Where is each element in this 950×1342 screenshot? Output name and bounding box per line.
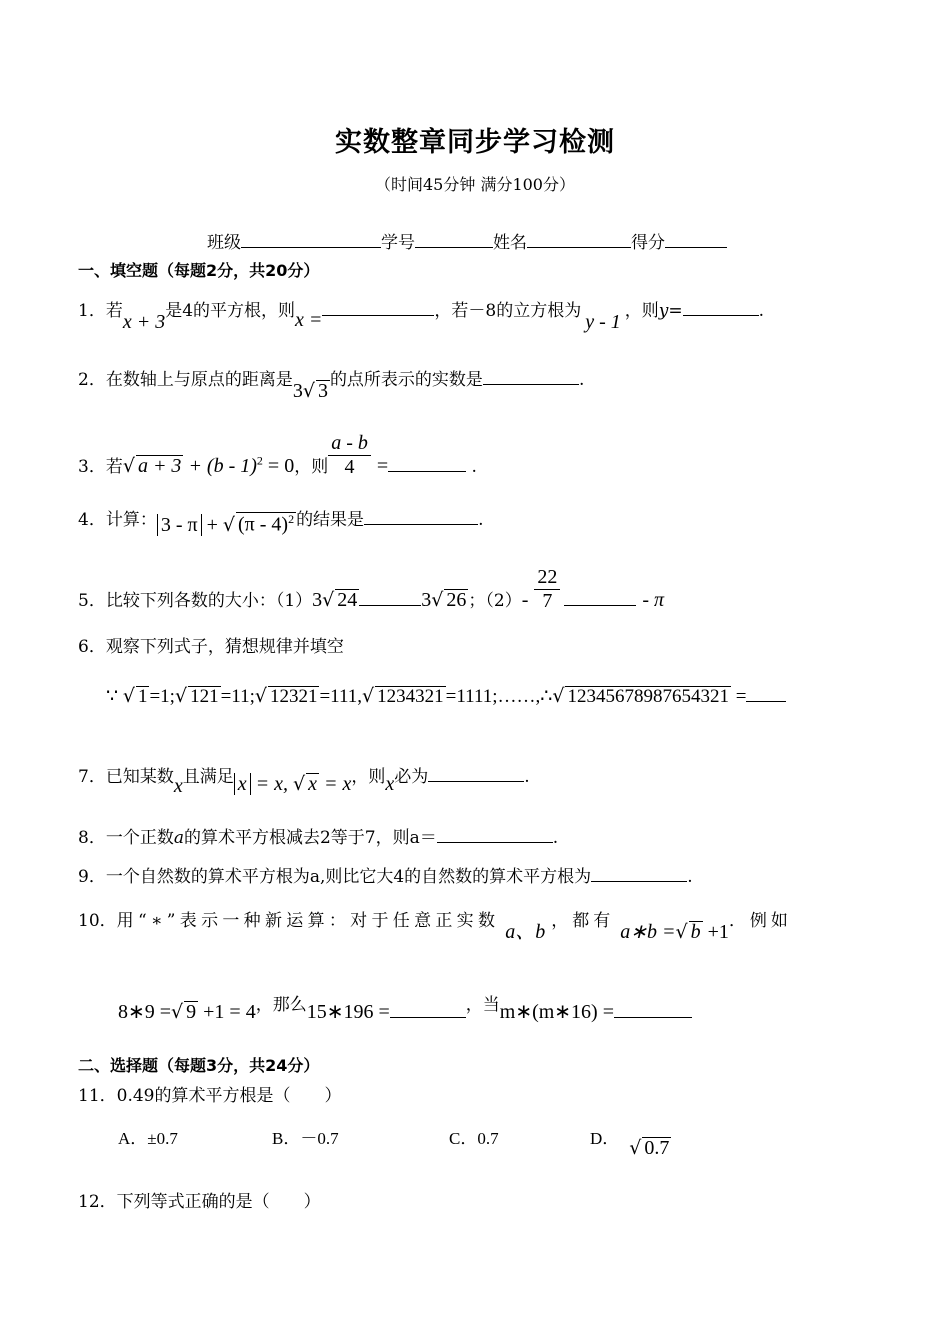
abs-x: x	[234, 773, 251, 795]
class-label: 班级	[207, 233, 241, 253]
question-5	[78, 566, 664, 613]
question-10-cont	[118, 990, 692, 1023]
value: =1;	[149, 686, 175, 707]
page-title: 实数整章同步学习检测	[335, 127, 615, 158]
question-1: 1．若x + 3是4的平方根，则x = ，若－8的立方根为 y - 1 ，则y= .	[78, 301, 765, 333]
question-10	[78, 903, 792, 943]
radicand: 12321	[269, 686, 318, 707]
var-a: a	[173, 828, 184, 848]
value: =	[735, 686, 747, 707]
q10-text-3: ．例如	[728, 911, 792, 931]
q8-blank[interactable]	[437, 826, 553, 843]
q6-pattern: ∵ √ 1 =1;√ 121 =11;√ 12321 =111,√ 1234321 =1111;……,∴√ 12345678987654321 =	[106, 685, 786, 708]
q9-blank[interactable]	[591, 865, 687, 882]
question-number: 10．	[78, 911, 117, 931]
q5-text-2: ；（2）	[468, 591, 522, 611]
q10-blank-2[interactable]	[614, 1001, 692, 1018]
q1-blank-2[interactable]	[683, 299, 759, 316]
q6-blank[interactable]	[746, 685, 786, 702]
question-number: 9．	[78, 867, 106, 887]
q1-text-3: ，若－8的立方根为	[434, 301, 582, 321]
radicand: 1	[137, 686, 148, 707]
student-info-line	[207, 228, 727, 253]
q3-text-1: 若	[105, 457, 123, 477]
radicand: 0.7	[644, 1137, 670, 1159]
q7-expr: x = x, √ x = x	[234, 773, 352, 795]
question-12	[78, 1187, 321, 1212]
q1-text-2: 是4的平方根，则	[165, 301, 296, 321]
q1-equals: =	[668, 301, 683, 321]
exponent: 2	[256, 453, 263, 468]
q1-text-4: ，则	[624, 301, 659, 321]
q2-blank[interactable]	[483, 368, 579, 385]
example-lhs: 8∗9 =	[118, 1001, 172, 1023]
q1-text-1: 若	[105, 301, 123, 321]
name-field[interactable]	[527, 231, 631, 248]
var-x: x	[173, 775, 183, 797]
coef: 3	[421, 589, 432, 611]
q11-text: 0.49的算术平方根是（ ）	[116, 1086, 342, 1106]
q3-expr-rest: + (b - 1)	[188, 455, 257, 477]
q11-option-b[interactable]: B．－0.7	[272, 1129, 339, 1148]
q1-blank-1[interactable]	[322, 299, 434, 316]
radicand: 26	[446, 589, 467, 611]
q5-text-1: 比较下列各数的大小：（1）	[105, 591, 313, 611]
page-subtitle: （时间45分钟 满分100分）	[375, 175, 575, 194]
q7-text-4: 必为	[394, 767, 429, 787]
q10-example: 8∗9 =√ 9 +1 = 4	[118, 1001, 256, 1023]
q10-text-1: 用“∗”表示一种新运算：对于任意正实数	[116, 911, 500, 931]
question-8: 8．一个正数a的算术平方根减去2等于7，则a＝ .	[78, 828, 559, 848]
radicand: 9	[186, 1001, 197, 1023]
q5-blank-2[interactable]	[564, 589, 636, 606]
denominator: 4	[344, 456, 355, 478]
q4-blank[interactable]	[364, 508, 478, 525]
question-number: 5．	[78, 591, 106, 611]
radicand: b	[690, 921, 701, 943]
question-number: 2．	[78, 370, 106, 390]
radical-sign: √	[322, 589, 335, 611]
q2-text-1: 在数轴上与原点的距离是	[105, 370, 293, 390]
exponent: 2	[288, 512, 295, 527]
name-label: 姓名	[493, 233, 527, 253]
question-number: 6．	[78, 637, 106, 657]
q10-text-2: ，都有	[551, 911, 615, 931]
q10-text-5: ，当	[465, 995, 500, 1015]
q3-expr	[123, 455, 294, 477]
q8-text-1: 一个正数	[105, 828, 174, 848]
option-d-label: D．	[590, 1129, 620, 1148]
radicand	[236, 512, 296, 536]
def-lhs: a∗b =	[620, 921, 676, 943]
q1-expr-y-minus-1: y - 1	[585, 311, 621, 333]
question-number: 12．	[78, 1192, 117, 1212]
numerator: a - b	[328, 432, 371, 456]
value: =111,	[319, 686, 363, 707]
def-rhs: +1	[707, 921, 729, 943]
numerator: 22	[534, 566, 560, 590]
question-number: 11．	[78, 1086, 117, 1106]
question-number: 7．	[78, 767, 106, 787]
q10-definition: a∗b =√ b +1	[620, 921, 729, 943]
coef: 3	[292, 380, 303, 402]
question-2: 2．在数轴上与原点的距离是3√ 3 的点所表示的实数是 .	[78, 370, 585, 402]
question-number: 1．	[78, 301, 106, 321]
q7-blank[interactable]	[428, 765, 524, 782]
abs-expr: 3 - π	[157, 514, 202, 536]
question-11	[78, 1081, 342, 1106]
q10-expr-2: m∗(m∗16) =	[499, 1001, 614, 1023]
question-number: 3．	[78, 457, 106, 477]
radicand: 3	[317, 380, 328, 402]
q4-text-1: 计算：	[105, 510, 157, 530]
eq-x: = x,	[255, 773, 288, 795]
because-symbol: ∵	[106, 686, 119, 707]
section-1-heading: 一、填空题（每题2分，共20分）	[78, 261, 320, 280]
radicand: x	[308, 773, 317, 795]
q4-text-2: 的结果是	[296, 510, 365, 530]
question-number: 8．	[78, 828, 106, 848]
section-2-heading: 二、选择题（每题3分，共24分）	[78, 1056, 320, 1075]
q11-option-d[interactable]: D． √ 0.7	[590, 1129, 670, 1159]
student-no-label: 学号	[381, 233, 415, 253]
q10-expr-1: 15∗196 =	[306, 1001, 390, 1023]
q10-blank-1[interactable]	[390, 1001, 466, 1018]
question-number: 4．	[78, 510, 106, 530]
radicand: 121	[190, 686, 219, 707]
eq-x-2: = x	[323, 773, 352, 795]
question-7: 7．已知某数x且满足 x = x, √ x = x，则x必为 .	[78, 767, 530, 797]
q3-fraction	[328, 432, 371, 479]
q4-expr	[157, 514, 296, 536]
score-field[interactable]	[665, 231, 727, 248]
q5-minus-pi: - π	[642, 589, 665, 611]
q3-eq-zero: = 0	[267, 455, 295, 477]
q10-text-4: ，那么	[255, 995, 307, 1015]
q11-option-a[interactable]: A．±0.7	[118, 1129, 178, 1148]
question-3: 3．若√ a + 3 + (b - 1)$^2$ = 0，则 $\frac{a - b}{4}$ = .	[78, 432, 477, 478]
radical-sign: √	[302, 380, 315, 402]
question-6	[78, 632, 344, 657]
q9-text: 一个自然数的算术平方根为a,则比它大4的自然数的算术平方根为	[105, 867, 592, 887]
radicand: 24	[337, 589, 358, 611]
q2-expr-3-root-3	[293, 380, 330, 402]
q5-fraction	[534, 566, 560, 613]
coef: 3	[312, 589, 323, 611]
radical-sign: √	[431, 589, 444, 611]
q7-text-1: 已知某数	[105, 767, 174, 787]
q10-vars: a、b	[505, 921, 546, 943]
radicand: 1234321	[377, 686, 444, 707]
radicand: 12345678987654321	[567, 686, 729, 707]
plus: +	[206, 514, 218, 536]
q1-var-y: y	[658, 301, 669, 321]
q6-text: 观察下列式子，猜想规律并填空	[105, 637, 344, 657]
value: =1111;……,	[445, 686, 541, 707]
minus-sign: -	[521, 589, 529, 611]
q7-text-2: 且满足	[182, 767, 234, 787]
q3-equals: =	[376, 455, 389, 477]
class-field[interactable]	[241, 231, 381, 248]
radical-sign: √	[222, 514, 235, 536]
question-4: 4．计算： 3 - π + √ (π - 4)$^2$ 的结果是 .	[78, 510, 484, 536]
example-rhs: +1 = 4	[203, 1001, 256, 1023]
q1-expr-x-plus-3: x + 3	[122, 311, 166, 333]
q11-option-c[interactable]: C．0.7	[449, 1129, 499, 1148]
denominator: 7	[542, 590, 553, 612]
var-x-2: x	[385, 773, 395, 795]
q7-text-3: ，则	[351, 767, 386, 787]
q3-text-2: ，则	[294, 457, 329, 477]
radicand-expr: (π - 4)	[237, 514, 289, 536]
q5-expr-a	[312, 589, 359, 611]
score-label: 得分	[631, 233, 665, 253]
q8-text-2: 的算术平方根减去2等于7，则a＝	[183, 828, 437, 848]
q5-expr-b	[421, 589, 468, 611]
value: =11;	[220, 686, 255, 707]
student-no-field[interactable]	[415, 231, 493, 248]
radical-sign: √	[122, 455, 135, 477]
q2-text-2: 的点所表示的实数是	[329, 370, 483, 390]
q3-blank[interactable]	[388, 455, 466, 472]
question-9: 9．一个自然数的算术平方根为a,则比它大4的自然数的算术平方根为 .	[78, 867, 693, 887]
therefore-symbol: ∴	[540, 686, 553, 707]
q12-text: 下列等式正确的是（ ）	[116, 1192, 321, 1212]
radicand: a + 3	[137, 455, 182, 477]
q5-blank-1[interactable]	[359, 589, 421, 606]
q1-expr-x-eq: x =	[295, 309, 323, 331]
